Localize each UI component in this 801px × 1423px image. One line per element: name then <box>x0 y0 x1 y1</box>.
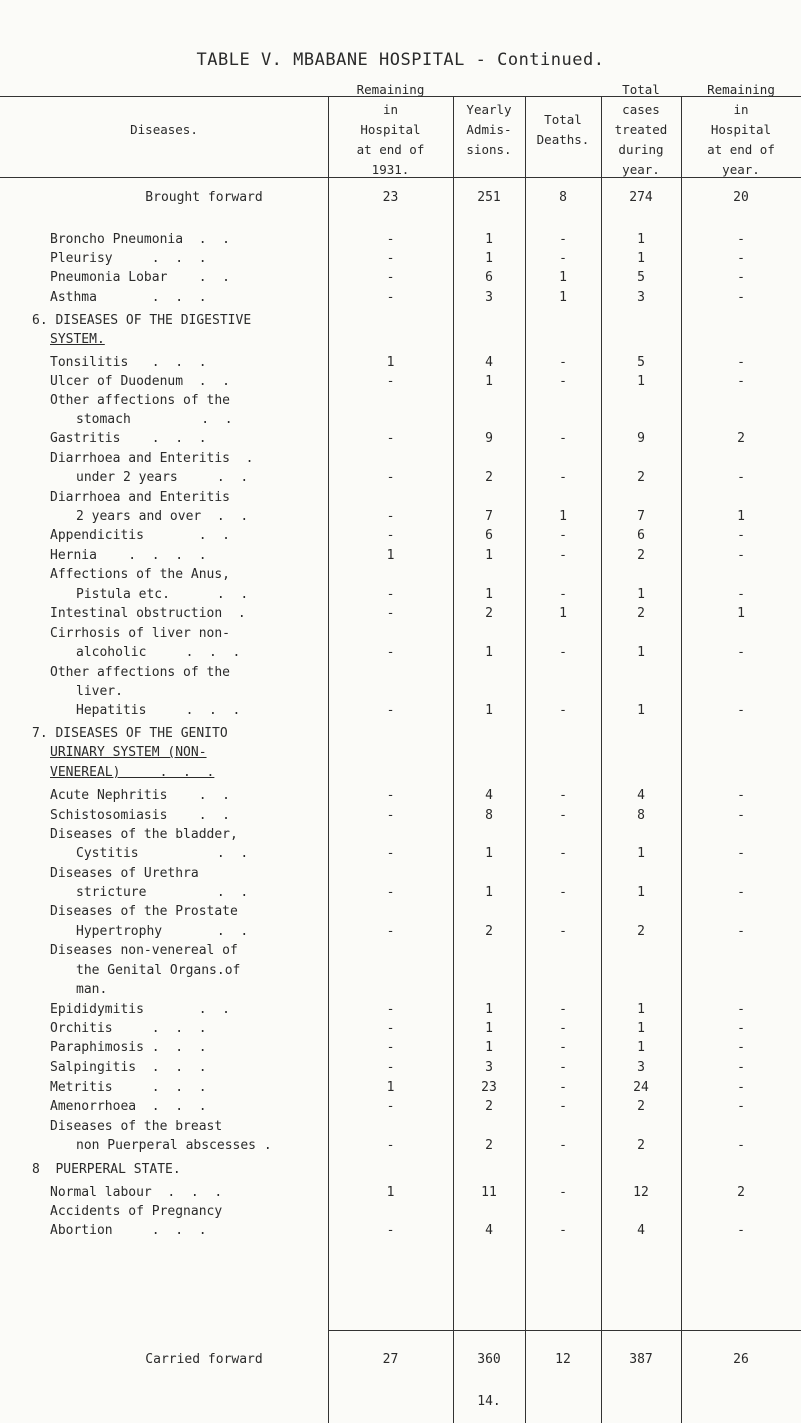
disease-label: Amenorrhoea . . . <box>50 1099 207 1114</box>
cell-c5: - <box>737 846 745 861</box>
disease-label: URINARY SYSTEM (NON- <box>50 745 207 760</box>
disease-label: Diseases of the Prostate <box>50 904 238 919</box>
section-heading <box>0 724 801 744</box>
cell-c4: 2 <box>637 1138 645 1153</box>
cell-c3: - <box>559 355 567 370</box>
disease-label: 6. DISEASES OF THE DIGESTIVE <box>32 313 252 328</box>
cell-c4: 5 <box>637 270 645 285</box>
disease-label: 7. DISEASES OF THE GENITO <box>32 726 228 741</box>
totals-top-rule <box>328 1330 801 1331</box>
disease-label: Orchitis . . . <box>50 1021 207 1036</box>
cell-c3: - <box>559 528 567 543</box>
cell-c2: 4 <box>485 1223 493 1238</box>
disease-label: Accidents of Pregnancy <box>50 1204 223 1219</box>
table-row <box>0 249 801 269</box>
cell-c3: - <box>559 431 567 446</box>
cell-treated: 387 <box>629 1352 653 1367</box>
cell-c4: 2 <box>637 1099 645 1114</box>
cell-c3: - <box>559 548 567 563</box>
disease-label: Diseases of the breast <box>50 1119 223 1134</box>
disease-label: Intestinal obstruction . <box>50 606 246 621</box>
cell-remaining-end: 20 <box>733 190 749 205</box>
table-row <box>0 922 801 942</box>
cell-c2: 4 <box>485 788 493 803</box>
disease-label: Epididymitis . . <box>50 1002 231 1017</box>
cell-c5: - <box>737 808 745 823</box>
table-row <box>0 1000 801 1020</box>
cell-c4: 2 <box>637 606 645 621</box>
header-remaining-start: Remaining in Hospital at end of 1931. <box>356 82 425 177</box>
table-row <box>0 488 801 508</box>
table-row <box>0 410 801 430</box>
disease-label: VENEREAL) . . . <box>50 765 215 780</box>
disease-label: SYSTEM. <box>50 332 105 347</box>
table-row <box>0 507 801 527</box>
disease-label: 2 years and over . . <box>76 509 249 524</box>
cell-c3: 1 <box>559 290 567 305</box>
cell-c2: 4 <box>485 355 493 370</box>
disease-label: Metritis . . . <box>50 1080 207 1095</box>
table-row <box>0 604 801 624</box>
disease-label: Broncho Pneumonia . . <box>50 232 231 247</box>
disease-label: Hypertrophy . . <box>76 924 249 939</box>
cell-c5: - <box>737 587 745 602</box>
cell-c3: 1 <box>559 509 567 524</box>
cell-c3: - <box>559 1021 567 1036</box>
disease-label: Diseases of Urethra <box>50 866 199 881</box>
table-row <box>0 1019 801 1039</box>
cell-c4: 4 <box>637 788 645 803</box>
cell-c3: - <box>559 232 567 247</box>
disease-label: Pneumonia Lobar . . <box>50 270 231 285</box>
section-heading <box>0 743 801 763</box>
cell-c3: - <box>559 846 567 861</box>
cell-c2: 8 <box>485 808 493 823</box>
table-row <box>0 663 801 683</box>
cell-c3: - <box>559 1099 567 1114</box>
cell-c3: - <box>559 470 567 485</box>
cell-c2: 1 <box>485 1002 493 1017</box>
cell-c4: 1 <box>637 1002 645 1017</box>
cell-c2: 1 <box>485 645 493 660</box>
disease-label: Other affections of the <box>50 393 231 408</box>
cell-c1: - <box>386 1099 395 1114</box>
cell-c4: 2 <box>637 548 645 563</box>
cell-c2: 1 <box>485 846 493 861</box>
cell-c5: - <box>737 290 745 305</box>
cell-c2: 1 <box>485 885 493 900</box>
cell-c4: 8 <box>637 808 645 823</box>
table-row <box>0 864 801 884</box>
table-row <box>0 288 801 308</box>
disease-label: man. <box>76 982 108 997</box>
cell-remaining-end: 26 <box>733 1352 749 1367</box>
cell-c4: 1 <box>637 232 645 247</box>
disease-label: Hepatitis . . . <box>76 703 241 718</box>
table-row <box>0 449 801 469</box>
cell-remaining-start: 27 <box>382 1352 399 1367</box>
cell-c2: 9 <box>485 431 493 446</box>
cell-c3: 1 <box>559 270 567 285</box>
cell-c5: - <box>737 1138 745 1153</box>
disease-label: liver. <box>76 684 123 699</box>
table-row <box>0 1097 801 1117</box>
cell-c5: - <box>737 1223 745 1238</box>
cell-c4: 24 <box>633 1080 649 1095</box>
cell-c5: 2 <box>737 1185 745 1200</box>
cell-c5: - <box>737 885 745 900</box>
disease-label: Diarrhoea and Enteritis <box>50 490 231 505</box>
disease-label: Diseases of the bladder, <box>50 827 238 842</box>
table-row <box>0 1221 801 1241</box>
cell-c3: - <box>559 1040 567 1055</box>
cell-c2: 23 <box>481 1080 497 1095</box>
header-admissions: Yearly Admis- sions. <box>466 102 512 157</box>
cell-c4: 1 <box>637 885 645 900</box>
disease-label: Abortion . . . <box>50 1223 207 1238</box>
table-row <box>0 806 801 826</box>
table-row <box>0 1038 801 1058</box>
cell-c4: 9 <box>637 431 645 446</box>
table-row <box>0 825 801 845</box>
cell-c5: - <box>737 645 745 660</box>
cell-c2: 1 <box>485 251 493 266</box>
table-row <box>0 844 801 864</box>
cell-c1: - <box>386 924 395 939</box>
cell-c3: - <box>559 1060 567 1075</box>
cell-c1: 1 <box>386 1185 395 1200</box>
cell-c4: 1 <box>637 1040 645 1055</box>
table-row <box>0 429 801 449</box>
cell-c3: - <box>559 703 567 718</box>
cell-c4: 1 <box>637 374 645 389</box>
cell-c2: 1 <box>485 587 493 602</box>
cell-c5: 1 <box>737 606 745 621</box>
table-row <box>0 941 801 961</box>
cell-c3: 1 <box>559 606 567 621</box>
cell-deaths: 12 <box>555 1352 571 1367</box>
cell-c1: 1 <box>386 355 395 370</box>
disease-label: Appendicitis . . <box>50 528 231 543</box>
table-row <box>0 1117 801 1137</box>
cell-c5: - <box>737 1040 745 1055</box>
table-row <box>0 902 801 922</box>
cell-c5: 2 <box>737 431 745 446</box>
table-row <box>0 624 801 644</box>
cell-c5: - <box>737 355 745 370</box>
disease-label: Paraphimosis . . . <box>50 1040 207 1055</box>
cell-c5: - <box>737 1021 745 1036</box>
disease-label: Affections of the Anus, <box>50 567 231 582</box>
table-row <box>0 1202 801 1222</box>
cell-c5: - <box>737 1002 745 1017</box>
table-row <box>0 546 801 566</box>
cell-c1: - <box>386 645 395 660</box>
table-row <box>0 585 801 605</box>
section-heading <box>0 311 801 331</box>
header-remaining-end: Remaining in Hospital at end of year. <box>707 82 775 177</box>
cell-c1: 1 <box>386 548 395 563</box>
cell-c1: - <box>386 270 395 285</box>
cell-c2: 1 <box>485 1021 493 1036</box>
cell-c5: - <box>737 1099 745 1114</box>
disease-label: non Puerperal abscesses . <box>76 1138 272 1153</box>
disease-label: under 2 years . . <box>76 470 249 485</box>
cell-c1: - <box>386 232 395 247</box>
page-title: TABLE V. MBABANE HOSPITAL - Continued. <box>196 50 605 70</box>
cell-admissions: 251 <box>477 190 501 205</box>
header-diseases: Diseases. <box>130 122 198 137</box>
disease-label: Cirrhosis of liver non- <box>50 626 231 641</box>
cell-c4: 12 <box>633 1185 649 1200</box>
cell-c2: 3 <box>485 1060 493 1075</box>
disease-label: Normal labour . . . <box>50 1185 223 1200</box>
cell-c1: - <box>386 431 395 446</box>
cell-c4: 2 <box>637 924 645 939</box>
cell-c5: - <box>737 232 745 247</box>
cell-remaining-start: 23 <box>382 190 399 205</box>
disease-label: Ulcer of Duodenum . . <box>50 374 231 389</box>
cell-c3: - <box>559 251 567 266</box>
section-heading <box>0 330 801 350</box>
table-row <box>0 682 801 702</box>
disease-label: Cystitis . . <box>76 846 249 861</box>
cell-c1: - <box>386 1040 395 1055</box>
cell-c1: - <box>386 251 395 266</box>
cell-c1: - <box>386 846 395 861</box>
cell-c1: - <box>386 808 395 823</box>
cell-c4: 3 <box>637 1060 645 1075</box>
cell-c4: 1 <box>637 1021 645 1036</box>
carried-forward-row <box>0 1350 801 1370</box>
cell-c1: - <box>386 885 395 900</box>
cell-c3: - <box>559 587 567 602</box>
cell-c1: - <box>386 470 395 485</box>
cell-c5: - <box>737 251 745 266</box>
disease-label: Pleurisy . . . <box>50 251 207 266</box>
cell-c1: - <box>386 528 395 543</box>
cell-c5: - <box>737 470 745 485</box>
disease-label: Salpingitis . . . <box>50 1060 207 1075</box>
cell-c5: - <box>737 1060 745 1075</box>
disease-label: Other affections of the <box>50 665 231 680</box>
table-row <box>0 468 801 488</box>
cell-c4: 5 <box>637 355 645 370</box>
cell-deaths: 8 <box>559 190 567 205</box>
section-heading <box>0 763 801 783</box>
cell-c5: - <box>737 374 745 389</box>
table-row <box>0 1183 801 1203</box>
cell-c3: - <box>559 808 567 823</box>
disease-label: the Genital Organs.of <box>76 963 241 978</box>
cell-c5: - <box>737 924 745 939</box>
table-row <box>0 353 801 373</box>
header-deaths: Total Deaths. <box>536 112 590 147</box>
table-row <box>0 1136 801 1156</box>
table-row <box>0 1058 801 1078</box>
header-treated: Total cases treated during year. <box>614 82 668 177</box>
cell-c2: 2 <box>485 470 493 485</box>
cell-c4: 1 <box>637 703 645 718</box>
disease-label: Acute Nephritis . . <box>50 788 231 803</box>
cell-c3: - <box>559 1080 567 1095</box>
cell-c1: - <box>386 1223 395 1238</box>
cell-c4: 7 <box>637 509 645 524</box>
section-heading <box>0 1160 801 1180</box>
cell-c2: 11 <box>481 1185 497 1200</box>
table-row <box>0 230 801 250</box>
cell-c4: 1 <box>637 251 645 266</box>
cell-c3: - <box>559 1185 567 1200</box>
cell-c1: - <box>386 1002 395 1017</box>
table-row <box>0 372 801 392</box>
cell-c1: - <box>386 788 395 803</box>
carried-forward-label: Carried forward <box>145 1352 263 1367</box>
cell-c4: 2 <box>637 470 645 485</box>
cell-c5: - <box>737 1080 745 1095</box>
table-row <box>0 268 801 288</box>
disease-label: Gastritis . . . <box>50 431 207 446</box>
cell-c4: 4 <box>637 1223 645 1238</box>
disease-label: 8 PUERPERAL STATE. <box>32 1162 181 1177</box>
cell-c3: - <box>559 788 567 803</box>
disease-label: Asthma . . . <box>50 290 207 305</box>
cell-c1: - <box>386 1021 395 1036</box>
page-number: 14. <box>477 1394 501 1409</box>
cell-c5: - <box>737 703 745 718</box>
cell-c2: 1 <box>485 232 493 247</box>
cell-c4: 1 <box>637 645 645 660</box>
brought-forward-row <box>0 188 801 208</box>
cell-c5: - <box>737 548 745 563</box>
disease-label: stomach . . <box>76 412 233 427</box>
cell-c1: - <box>386 606 395 621</box>
cell-c3: - <box>559 1138 567 1153</box>
disease-label: Schistosomiasis . . <box>50 808 231 823</box>
disease-label: alcoholic . . . <box>76 645 241 660</box>
cell-treated: 274 <box>629 190 653 205</box>
cell-admissions: 360 <box>477 1352 501 1367</box>
table-row <box>0 526 801 546</box>
cell-c2: 6 <box>485 270 493 285</box>
disease-label: Diseases non-venereal of <box>50 943 238 958</box>
cell-c3: - <box>559 924 567 939</box>
cell-c2: 1 <box>485 374 493 389</box>
cell-c3: - <box>559 645 567 660</box>
cell-c3: - <box>559 1002 567 1017</box>
cell-c1: - <box>386 703 395 718</box>
disease-label: Pistula etc. . . <box>76 587 249 602</box>
cell-c4: 1 <box>637 846 645 861</box>
cell-c1: - <box>386 509 395 524</box>
cell-c4: 1 <box>637 587 645 602</box>
table-row <box>0 565 801 585</box>
cell-c5: - <box>737 788 745 803</box>
cell-c1: - <box>386 587 395 602</box>
cell-c5: - <box>737 270 745 285</box>
cell-c4: 6 <box>637 528 645 543</box>
table-row <box>0 391 801 411</box>
cell-c1: - <box>386 1060 395 1075</box>
cell-c1: - <box>386 374 395 389</box>
cell-c5: - <box>737 528 745 543</box>
table-row <box>0 883 801 903</box>
table-row <box>0 961 801 981</box>
cell-c2: 2 <box>485 606 493 621</box>
cell-c1: - <box>386 1138 395 1153</box>
cell-c4: 3 <box>637 290 645 305</box>
cell-c3: - <box>559 1223 567 1238</box>
cell-c3: - <box>559 374 567 389</box>
cell-c3: - <box>559 885 567 900</box>
cell-c1: - <box>386 290 395 305</box>
cell-c1: 1 <box>386 1080 395 1095</box>
table-row <box>0 786 801 806</box>
table-row <box>0 643 801 663</box>
brought-forward-label: Brought forward <box>145 190 263 205</box>
cell-c2: 2 <box>485 1138 493 1153</box>
table-row <box>0 1078 801 1098</box>
cell-c2: 2 <box>485 1099 493 1114</box>
cell-c2: 3 <box>485 290 493 305</box>
cell-c2: 1 <box>485 703 493 718</box>
disease-label: Diarrhoea and Enteritis . <box>50 451 254 466</box>
cell-c2: 1 <box>485 548 493 563</box>
disease-label: Tonsilitis . . . <box>50 355 207 370</box>
table-row <box>0 980 801 1000</box>
cell-c5: 1 <box>737 509 745 524</box>
cell-c2: 1 <box>485 1040 493 1055</box>
cell-c2: 2 <box>485 924 493 939</box>
disease-label: stricture . . <box>76 885 249 900</box>
cell-c2: 6 <box>485 528 493 543</box>
cell-c2: 7 <box>485 509 493 524</box>
disease-label: Hernia . . . . <box>50 548 207 563</box>
table-row <box>0 701 801 721</box>
